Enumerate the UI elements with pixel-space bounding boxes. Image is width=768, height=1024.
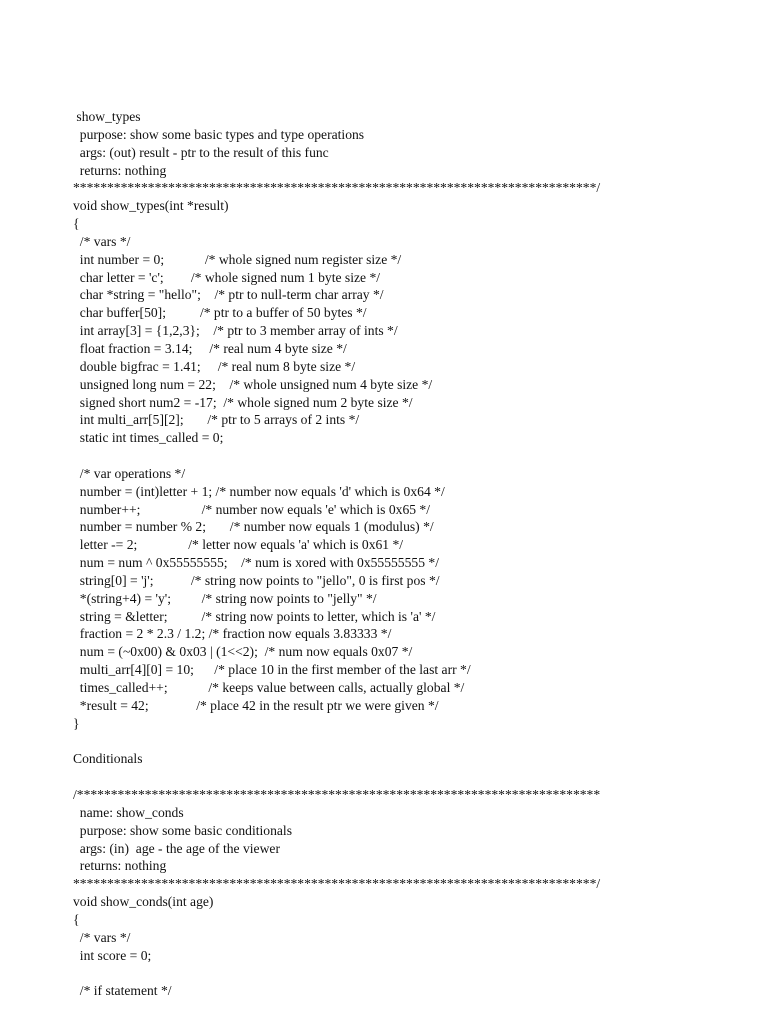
code-line: number = number % 2; /* number now equals 1 (modulus) */ — [73, 519, 434, 535]
code-line — [73, 965, 733, 983]
code-line: fraction = 2 * 2.3 / 1.2; /* fraction now equals 3.83333 */ — [73, 626, 392, 642]
code-line: multi_arr[4][0] = 10; /* place 10 in the first member of the last arr */ — [73, 662, 471, 678]
code-line: float fraction = 3.14; /* real num 4 byte size */ — [73, 340, 347, 356]
code-line — [73, 447, 733, 465]
code-line — [73, 733, 733, 751]
code-line: Conditionals — [73, 751, 143, 767]
code-line: purpose: show some basic conditionals — [73, 822, 292, 838]
code-line: { — [73, 911, 80, 927]
code-line: void show_conds(int age) — [73, 894, 214, 910]
code-line: *(string+4) = 'y'; /* string now points to "jelly" */ — [73, 590, 377, 606]
code-line: times_called++; /* keeps value between calls, actually global */ — [73, 680, 465, 695]
code-line — [73, 768, 733, 786]
code-line: /***************************************************************************** — [73, 787, 601, 803]
code-line: number++; /* number now equals 'e' which is 0x65 */ — [73, 501, 431, 517]
code-line: signed short num2 = -17; /* whole signed num 2 byte size */ — [73, 394, 413, 410]
code-line: char *string = "hello"; /* ptr to null-term char array */ — [73, 287, 384, 303]
code-line: purpose: show some basic types and type operations — [73, 126, 365, 142]
code-line: /* vars */ — [73, 929, 131, 945]
code-line: char letter = 'c'; /* whole signed num 1 byte size */ — [73, 269, 381, 285]
code-line: *****************************************************************************/ — [73, 180, 601, 196]
code-line: int multi_arr[5][2]; /* ptr to 5 arrays of 2 ints */ — [73, 412, 360, 428]
code-line: *result = 42; /* place 42 in the result ptr we were given */ — [73, 697, 439, 713]
code-line: /* vars */ — [73, 233, 131, 249]
code-line: letter -= 2; /* letter now equals 'a' which is 0x61 */ — [73, 537, 404, 553]
code-line: name: show_conds — [73, 804, 184, 820]
code-line: void show_types(int *result) — [73, 198, 229, 214]
code-line: } — [73, 715, 80, 731]
code-line: number = (int)letter + 1; /* number now equals 'd' which is 0x64 */ — [73, 483, 445, 499]
code-line: char buffer[50]; /* ptr to a buffer of 50 bytes */ — [73, 305, 367, 321]
code-line: int array[3] = {1,2,3}; /* ptr to 3 member array of ints */ — [73, 323, 398, 339]
code-line: /* if statement */ — [73, 983, 172, 999]
code-line: static int times_called = 0; — [73, 430, 224, 446]
code-line: num = num ^ 0x55555555; /* num is xored with 0x55555555 */ — [73, 555, 439, 571]
code-line: /* var operations */ — [73, 465, 186, 481]
code-line: returns: nothing — [73, 162, 167, 178]
code-line: returns: nothing — [73, 858, 167, 874]
code-line: { — [73, 216, 80, 232]
code-line: num = (~0x00) & 0x03 | (1<<2); /* num now equals 0x07 */ — [73, 644, 413, 660]
code-line: unsigned long num = 22; /* whole unsigned num 4 byte size */ — [73, 376, 433, 392]
code-line: double bigfrac = 1.41; /* real num 8 byte size */ — [73, 358, 356, 374]
code-line: args: (in) age - the age of the viewer — [73, 840, 280, 856]
code-line: show_types — [73, 109, 141, 124]
code-line: int score = 0; — [73, 947, 152, 963]
code-line: string = &letter; /* string now points to letter, which is 'a' */ — [73, 608, 436, 624]
code-document — [73, 108, 733, 1000]
code-line: int number = 0; /* whole signed num register size */ — [73, 251, 402, 267]
code-line: *****************************************************************************/ — [73, 876, 601, 892]
code-line: args: (out) result - ptr to the result of this func — [73, 144, 329, 160]
code-line: string[0] = 'j'; /* string now points to "jello", 0 is first pos */ — [73, 572, 440, 588]
